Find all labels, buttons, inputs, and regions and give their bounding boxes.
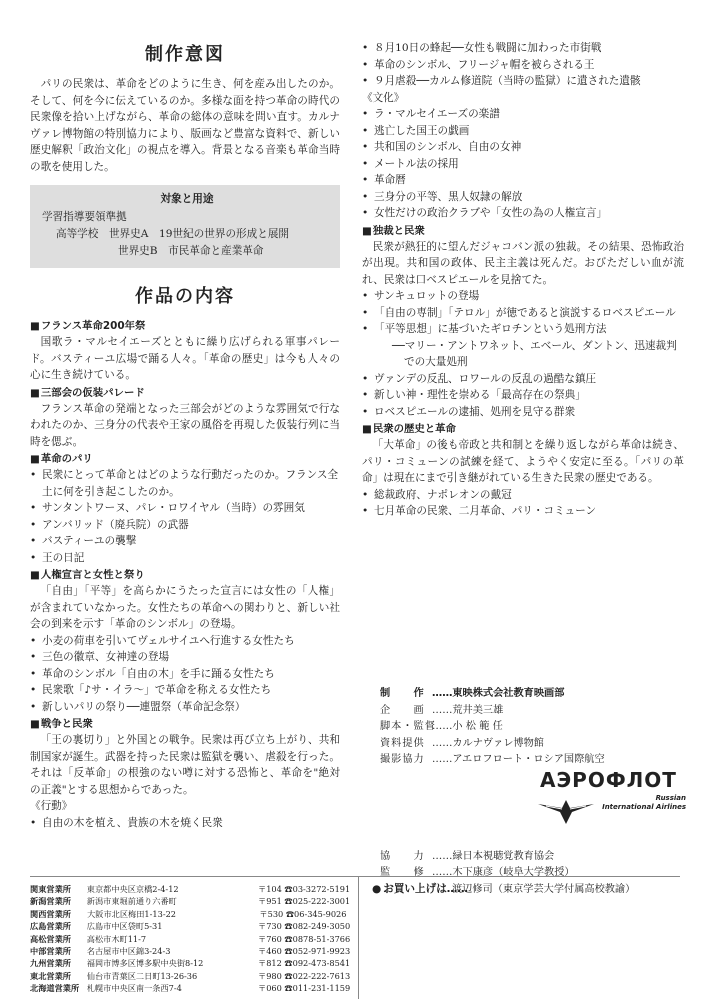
office-row — [30, 945, 350, 957]
office-name: 北海道営業所 — [30, 983, 80, 994]
office-row — [30, 908, 350, 920]
credit-row — [380, 719, 680, 736]
office-row — [30, 920, 350, 932]
section-subnote: ──マリー・アントワネット、エベール、ダントン、迅速裁判での大量処刑 — [392, 339, 677, 368]
office-phone: 〒951 ☎025-222-3001 — [258, 896, 351, 907]
section-text: 民衆が熱狂的に望んだジャコバン派の独裁。その結果、恐怖政治が出現。共和国の政体、民主主義は死んだ。おびただしい血が流れ、民衆は口ベスピエールを見捨てた。 — [362, 240, 684, 286]
footer — [30, 876, 680, 999]
credit-value: ……カルナヴァレ博物館 — [432, 737, 544, 749]
office-row — [30, 957, 350, 969]
credit-value: ……東映株式会社教育映画部 — [432, 688, 565, 699]
office-phone: 〒460 ☎052-971-9923 — [258, 946, 351, 957]
credit-key: 撮影協力 — [380, 754, 425, 765]
credit-value: ……荒井美三雄 — [432, 704, 504, 716]
target-line3: 世界史B 市民革命と産業革命 — [118, 245, 264, 257]
list-item: • ９月虐殺──カルム修道院（当時の監獄）に遺された遺骸 — [362, 73, 684, 90]
credit-row — [380, 686, 680, 703]
target-box — [30, 185, 340, 268]
credit-key: 協 力 — [380, 850, 425, 862]
office-address: 新潟市東堀前通り六番町 — [86, 896, 177, 907]
office-phone: 〒812 ☎092-473-8541 — [258, 958, 351, 969]
credit-value: ……緑日本視聴覚教育協会 — [432, 850, 555, 862]
list-item: • ヴァンデの反乱、ロワールの反乱の過酷な鎮圧 — [362, 371, 684, 388]
office-name: 高松営業所 — [30, 933, 71, 944]
office-phone: 〒060 ☎011-231-1159 — [258, 983, 351, 994]
list-item: • 革命のシンボル、フリージャ帽を被らされる王 — [362, 57, 684, 74]
list-item: • 総裁政府、ナポレオンの戴冠 — [362, 487, 684, 504]
list-item: • 小麦の荷車を引いてヴェルサイユへ行進する女性たち — [30, 633, 340, 650]
office-row — [30, 883, 350, 895]
office-address: 名古屋市中区錦3-24-3 — [86, 946, 171, 957]
office-row — [30, 970, 350, 982]
list-item: • ８月10日の蜂起──女性も戦闘に加わった市街戦 — [362, 40, 684, 57]
credit-key: 資料提供 — [380, 737, 425, 749]
office-address: 東京都中央区京橋2-4-12 — [86, 884, 179, 894]
target-box-heading: 対象と用途 — [160, 193, 214, 205]
intent-text: パリの民衆は、革命をどのように生き、何を産み出したのか。そして、何を今に伝えているのか。多様な面を持つ革命の時代の民衆像を拾い上げながら、革命の総体の意味を問い直す。カルナヴァレ博物館の特別協力により、版画など豊富な資料で、新しい歴史解釈「政治文化」の視点を導入。背景となる音楽も革命当時の歌を使用した。 — [30, 78, 340, 173]
list-item: • 民衆にとって革命とはどのような行動だったのか。フランス全土に何を引き起こしたのか。 — [30, 467, 340, 500]
contents-title: 作品の内容 — [135, 286, 235, 307]
list-item: • 新しいパリの祭り──連盟祭（革命記念祭） — [30, 699, 340, 716]
office-name: 中部営業所 — [30, 946, 71, 957]
section-list — [362, 40, 684, 90]
list-item: • 新しい神・理性を崇める「最高存在の祭典」 — [362, 387, 684, 404]
credit-value: ……アエロフロート・ロシア国際航空 — [432, 754, 605, 765]
section-text: 「王の裏切り」と外国との戦争。民衆は再び立ち上がり、共和制国家が誕生。武器を持った民衆は監獄を襲い、虐殺を行った。それは「反革命」の根強のない噂に対する恐怖と、革命を"絶対の正義"とする思想からであった。 — [30, 734, 340, 796]
logo-wordmark: АЭРОФЛОТ — [540, 768, 677, 792]
list-item: • ロベスピエールの逮捕、処刑を見守る群衆 — [362, 404, 684, 421]
office-row — [30, 982, 350, 994]
office-name: 広島営業所 — [30, 921, 71, 932]
office-address: 広島市中区袋町5-31 — [86, 921, 163, 932]
list-item: • 「自由の専制」「テロル」が徳であると演説するロベスピエール — [362, 305, 684, 322]
office-address: 大阪市北区梅田1-13-22 — [87, 908, 177, 919]
logo-subtitle — [602, 794, 686, 812]
winged-emblem-icon — [536, 794, 596, 828]
credit-row — [380, 736, 680, 753]
office-name: 東北営業所 — [30, 970, 71, 981]
list-item: • 革命のシンボル「自由の木」を手に踊る女性たち — [30, 666, 340, 683]
list-item: • 七月革命の民衆、二月革命、パリ・コミューン — [362, 503, 684, 520]
list-item: • 民衆歌「♪サ・イラ～」で革命を称える女性たち — [30, 682, 340, 699]
office-phone: 〒730 ☎082-249-3050 — [258, 921, 351, 932]
list-item: • 革命暦 — [362, 172, 684, 189]
section-title: ■ フランス革命200年祭 — [30, 318, 340, 334]
list-item: • サンタントワーヌ、パレ・ロワイヤル（当時）の雰囲気 — [30, 500, 340, 517]
section-text: 国歌ラ・マルセイエーズとともに繰り広げられる軍事パレード。バスティーユ広場で踊る人々。「革命の歴史」は今も人々の心に生き続けている。 — [30, 336, 340, 381]
left-column — [30, 40, 340, 831]
office-name: 関東営業所 — [30, 884, 71, 894]
credit-key: 監 修 — [380, 867, 425, 878]
office-phone: 〒760 ☎0878-51-3766 — [258, 933, 351, 944]
section-list — [362, 106, 684, 222]
intent-title: 制作意図 — [145, 44, 225, 65]
credit-row — [380, 849, 680, 866]
office-row — [30, 933, 350, 945]
office-name: 関西営業所 — [30, 908, 71, 919]
section-title: ■ 独裁と民衆 — [362, 223, 684, 239]
office-phone: 〒530 ☎06-345-9026 — [259, 908, 347, 919]
section-text: フランス革命の発端となった三部会がどのような雰囲気で行なわれたのか、三身分の代表や王家の風俗を再現した仮装行列に当時を偲ぶ。 — [30, 402, 340, 448]
office-row — [30, 895, 350, 907]
section-list — [30, 633, 340, 716]
target-line1: 学習指導要領準拠 — [42, 211, 127, 223]
list-item: • 逃亡した国王の戯画 — [362, 123, 684, 140]
credit-value: ……木下康彦（岐阜大学教授） — [432, 867, 575, 878]
list-item: • 三身分の平等、黒人奴隷の解放 — [362, 189, 684, 206]
office-name: 新潟営業所 — [30, 896, 71, 907]
right-column — [362, 40, 684, 520]
office-list — [30, 883, 350, 995]
logo-sub2: International Airlines — [602, 803, 686, 811]
list-item: • メートル法の採用 — [362, 156, 684, 173]
footer-divider — [358, 877, 359, 999]
office-address: 札幌市中央区南一条西7-4 — [86, 983, 182, 994]
credit-key: 制 作 — [380, 688, 425, 699]
office-address: 福岡市博多区博多駅中央街8-12 — [86, 958, 204, 969]
list-item: • 三色の徽章、女神達の登場 — [30, 649, 340, 666]
target-line2: 高等学校 世界史A 19世紀の世界の形成と展開 — [56, 228, 290, 240]
list-item: • アンバリッド（廃兵院）の武器 — [30, 517, 340, 534]
section-list — [362, 288, 684, 338]
office-address: 仙台市青葉区二日町13-26-36 — [86, 970, 198, 981]
office-address: 高松市木町11-7 — [86, 933, 147, 944]
section-title: ■ 戦争と民衆 — [30, 716, 340, 732]
credit-key: 企 画 — [380, 704, 425, 716]
section-text: 「大革命」の後も帝政と共和制とを繰り返しながら革命は続き、パリ・コミューンの試練を経て、ようやく安定に至る。「パリの革命」は現在にまで引き継がれている生きた民衆の歴史である。 — [362, 439, 684, 484]
section-title: ■ 革命のパリ — [30, 451, 340, 467]
credit-value: 渡辺修司（東京学芸大学付属高校教諭） — [452, 883, 636, 895]
section-list — [362, 371, 684, 421]
list-item: • 「平等思想」に基づいたギロチンという処刑方法 — [362, 321, 684, 338]
section-text: 「自由」「平等」を高らかにうたった宣言には女性の「人権」が含まれていなかった。女性たちの革命への関わりと、新しい社会の到来を示す「革命のシンボル」の登場。 — [30, 585, 340, 630]
purchase-label: ● お買い上げは…… — [372, 881, 468, 896]
office-name: 九州営業所 — [30, 958, 71, 969]
list-item: • 女性だけの政治クラブや「女性の為の人権宣言」 — [362, 205, 684, 222]
credit-value: ……小 松 範 任 — [432, 721, 503, 732]
section-note: 《文化》 — [362, 91, 405, 104]
credit-row — [380, 703, 680, 720]
list-item: • 共和国のシンボル、自由の女神 — [362, 139, 684, 156]
credit-row — [380, 752, 680, 769]
office-phone: 〒104 ☎03-3272-5191 — [258, 884, 351, 894]
list-item: • バスティーユの襲撃 — [30, 533, 340, 550]
section-title: ■ 民衆の歴史と革命 — [362, 421, 684, 437]
section-note: 《行動》 — [30, 800, 73, 812]
list-item: • サンキュロットの登場 — [362, 288, 684, 305]
section-title: ■ 人権宣言と女性と祭り — [30, 567, 340, 583]
aeroflot-logo — [536, 768, 686, 832]
office-phone: 〒980 ☎022-222-7613 — [258, 970, 351, 981]
list-item: • ラ・マルセイエーズの楽譜 — [362, 106, 684, 123]
credit-key: 脚本・監督 — [380, 721, 436, 732]
logo-sub1: Russian — [655, 794, 686, 802]
list-item: • 王の日記 — [30, 550, 340, 567]
list-item: • 自由の木を植え、貴族の木を焼く民衆 — [30, 815, 340, 832]
section-list — [30, 467, 340, 566]
section-list — [30, 815, 340, 832]
section-list — [362, 487, 684, 520]
section-title: ■ 三部会の仮装パレード — [30, 385, 340, 401]
